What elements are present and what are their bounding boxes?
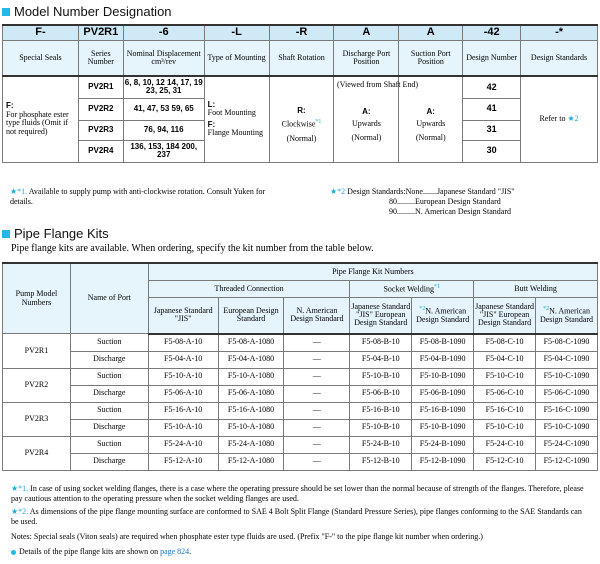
col-jis: Japanese Standard "JIS" — [148, 298, 218, 334]
kit-number-cell: — — [284, 453, 350, 470]
fn2-star: *2. — [18, 507, 29, 516]
port-cell: Suction — [70, 436, 148, 453]
kit-number-cell: — — [284, 402, 350, 419]
flange-header-row-1 — [3, 263, 598, 281]
kit-number-cell: F5-16-C-10 — [474, 402, 536, 419]
kit-number-cell: F5-16-A-1080 — [218, 402, 284, 419]
table-row — [3, 368, 598, 385]
header-rotation: Shaft Rotation — [269, 41, 334, 77]
kit-number-cell: F5-10-A-10 — [148, 419, 218, 436]
table-row — [3, 385, 598, 402]
fn2-star-icon: ★ — [11, 507, 19, 516]
kit-number-cell: F5-04-B-1090 — [412, 351, 474, 368]
kit-number-cell: F5-06-B-10 — [350, 385, 412, 402]
kit-number-cell: F5-10-A-10 — [148, 368, 218, 385]
fn1-star-icon: ★ — [11, 484, 19, 493]
refer-label: Refer to — [539, 114, 566, 124]
kit-number-cell: — — [284, 385, 350, 402]
seal-code: F: — [6, 101, 14, 111]
kit-number-cell: F5-24-A-1080 — [218, 436, 284, 453]
seal-cell — [3, 76, 79, 162]
pipe-flange-section-title — [2, 226, 109, 241]
kit-number-cell: F5-04-A-1080 — [218, 351, 284, 368]
mount-l-code: L: — [207, 99, 216, 109]
details-text: Details of the pipe flange kits are shown on — [19, 547, 159, 556]
details-end: . — [189, 547, 192, 556]
kit-number-cell: F5-10-C-1090 — [536, 419, 598, 436]
table-row — [3, 334, 598, 352]
kit-number-cell: F5-08-A-10 — [148, 334, 218, 352]
header-discharge: Discharge Port Position — [334, 41, 399, 77]
fn2-text: As dimensions of the pipe flange mounting surface are conformed to SAE 4 Bolt Split Flange (Standard Pressure Series), pipe flanges conforming to the SAE Standards can be used. — [11, 507, 582, 526]
header-design-standard: Design Standards — [521, 41, 598, 77]
design-number-cell: 41 — [463, 98, 521, 120]
kit-number-cell: F5-12-A-1080 — [218, 453, 284, 470]
pump-model-cell: PV2R2 — [3, 368, 71, 402]
note2-line-2: 80.........European Design Standard — [389, 197, 501, 206]
model-note-2 — [330, 187, 595, 217]
rot-star: *1 — [315, 118, 322, 125]
rot-normal: (Normal) — [286, 133, 317, 143]
port-cell: Discharge — [70, 385, 148, 402]
series-cell: PV2R1 — [78, 76, 123, 98]
design-number-cell: 30 — [463, 140, 521, 162]
header-row — [3, 41, 598, 77]
kit-number-cell: F5-24-C-1090 — [536, 436, 598, 453]
section-title-text: Model Number Designation — [14, 4, 172, 19]
mount-l: Foot Mounting — [207, 108, 256, 118]
kit-number-cell: — — [284, 351, 350, 368]
note2-line-1: Design Standards:None.......Japanese Standard "JIS" — [347, 187, 515, 196]
pump-model-cell: PV2R3 — [3, 402, 71, 436]
kit-number-cell: F5-12-B-10 — [350, 453, 412, 470]
code-discharge: A — [334, 25, 399, 41]
header-port-name: Name of Port — [70, 263, 148, 334]
port-cell: Discharge — [70, 419, 148, 436]
group-threaded: Threaded Connection — [148, 281, 350, 298]
port-cell: Suction — [70, 334, 148, 352]
table-row — [3, 351, 598, 368]
flange-footnote-1 — [11, 484, 591, 504]
rot-code: R: — [297, 106, 306, 116]
code-design-standard: -* — [521, 25, 598, 41]
flange-body — [3, 334, 598, 471]
port-cell: Discharge — [70, 351, 148, 368]
code-row — [3, 25, 598, 41]
kit-number-cell: F5-10-B-10 — [350, 419, 412, 436]
port-cell: Discharge — [70, 453, 148, 470]
kit-number-cell: F5-12-A-10 — [148, 453, 218, 470]
suction-code: A: — [426, 107, 435, 117]
refer-star-num: 2 — [574, 114, 579, 124]
mount-f: Flange Mounting — [207, 128, 263, 138]
note1-star: *1. — [17, 187, 28, 196]
code-displacement: -6 — [123, 25, 204, 41]
code-mounting: -L — [204, 25, 269, 41]
port-cell: Suction — [70, 402, 148, 419]
col-butt-jis: Japanese Standard "JIS" European Design Standard — [474, 298, 536, 334]
col-american: N. American Design Standard — [284, 298, 350, 334]
page-824-link[interactable]: page 824 — [160, 547, 190, 556]
suction-normal: (Normal) — [415, 132, 446, 142]
header-displacement: Nominal Displacement cm³/rev — [123, 41, 204, 77]
note2-star: *2 — [337, 187, 346, 196]
kit-number-cell: F5-06-A-10 — [148, 385, 218, 402]
code-design-number: -42 — [463, 25, 521, 41]
kit-number-cell: — — [284, 334, 350, 352]
header-design-number: Design Number — [463, 41, 521, 77]
kit-number-cell: F5-04-B-10 — [350, 351, 412, 368]
kit-number-cell: — — [284, 436, 350, 453]
displacement-cell: 76, 94, 116 — [123, 120, 204, 140]
col-european: European Design Standard — [218, 298, 284, 334]
kit-number-cell: F5-06-A-1080 — [218, 385, 284, 402]
design-number-cell: 31 — [463, 120, 521, 140]
displacement-cell: 6, 8, 10, 12 14, 17, 19 23, 25, 31 — [123, 76, 204, 98]
code-suction: A — [399, 25, 463, 41]
kit-number-cell: F5-06-B-1090 — [412, 385, 474, 402]
kit-number-cell: F5-16-C-1090 — [536, 402, 598, 419]
series-cell: PV2R4 — [78, 140, 123, 162]
table-row — [3, 436, 598, 453]
kit-number-cell: F5-06-C-10 — [474, 385, 536, 402]
suction-port: Upwards — [416, 118, 446, 128]
displacement-cell: 136, 153, 184 200, 237 — [123, 140, 204, 162]
kit-number-cell: F5-10-C-10 — [474, 419, 536, 436]
model-number-section-title — [2, 4, 172, 19]
kit-number-cell: F5-24-B-10 — [350, 436, 412, 453]
col-socket-american-label: N. American Design Standard — [416, 306, 470, 325]
header-kit-numbers: Pipe Flange Kit Numbers — [148, 263, 597, 281]
kit-number-cell: F5-16-A-10 — [148, 402, 218, 419]
kit-number-cell: F5-10-B-10 — [350, 368, 412, 385]
header-mounting: Type of Mounting — [204, 41, 269, 77]
section-square-icon — [2, 230, 10, 238]
kit-number-cell: F5-10-A-1080 — [218, 368, 284, 385]
kit-number-cell: F5-10-B-1090 — [412, 419, 474, 436]
series-cell: PV2R2 — [78, 98, 123, 120]
kit-number-cell: — — [284, 419, 350, 436]
seal-desc: For phosphate ester type fluids (Omit if not required) — [6, 109, 69, 136]
discharge-normal: (Normal) — [351, 132, 382, 142]
model-note-1 — [10, 187, 290, 207]
design-number-cell: 42 — [463, 76, 521, 98]
kit-number-cell: F5-10-C-1090 — [536, 368, 598, 385]
kit-number-cell: F5-04-C-10 — [474, 351, 536, 368]
kit-number-cell: — — [284, 368, 350, 385]
kit-number-cell: F5-08-C-1090 — [536, 334, 598, 352]
pump-model-cell: PV2R1 — [3, 334, 71, 369]
kit-number-cell: F5-10-C-10 — [474, 368, 536, 385]
note1-star-icon: ★ — [10, 187, 18, 196]
group-socket — [350, 281, 474, 298]
col-socket-jis: Japanese Standard "JIS" European Design Standard — [350, 298, 412, 334]
flange-footnote-2 — [11, 507, 591, 527]
kit-number-cell: F5-12-C-10 — [474, 453, 536, 470]
model-designation-table — [2, 24, 598, 163]
series-cell: PV2R3 — [78, 120, 123, 140]
table-row — [3, 419, 598, 436]
header-special-seals: Special Seals — [3, 41, 79, 77]
displacement-cell: 41, 47, 53 59, 65 — [123, 98, 204, 120]
note1-text: Available to supply pump with anti-clockwise rotation. Consult Yuken for details. — [10, 187, 266, 206]
header-suction: Suction Port Position — [399, 41, 463, 77]
col-butt-american-label: N. American Design Standard — [539, 306, 594, 325]
group-socket-label: Socket Welding — [383, 284, 434, 294]
kit-number-cell: F5-04-C-1090 — [536, 351, 598, 368]
discharge-code: A: — [362, 107, 371, 117]
refer-star-icon: ★ — [567, 114, 575, 124]
bullet-icon — [11, 550, 16, 555]
note2-line-3: 90.........N. American Design Standard — [389, 207, 511, 216]
col-butt-american — [536, 298, 598, 334]
kit-number-cell: F5-12-C-1090 — [536, 453, 598, 470]
code-series: PV2R1 — [78, 25, 123, 41]
header-pump-model: Pump Model Numbers — [3, 263, 71, 334]
kit-number-cell: F5-08-C-10 — [474, 334, 536, 352]
fn1-star: *1. — [18, 484, 29, 493]
body-row-1 — [3, 76, 598, 98]
kit-number-cell: F5-16-B-1090 — [412, 402, 474, 419]
section-square-icon — [2, 8, 10, 16]
discharge-port: Upwards — [351, 118, 381, 128]
flange-notes: Notes: Special seals (Viton seals) are required when phosphate ester type fluids are used. (Prefix "F-" to the pipe flange kit number when ordering.) — [11, 532, 483, 541]
pipe-flange-table — [2, 262, 598, 471]
fn1-text: In case of using socket welding flanges, there is a case where the operating pressure should be set lower than the normal because of strength of the flanges. Therefore, please pay cautious attention to the operating pressure when the socket welding flanges are used. — [11, 484, 584, 503]
code-seal: F- — [3, 25, 79, 41]
col-socket-american — [412, 298, 474, 334]
design-standard-cell — [521, 76, 598, 162]
section-title-text: Pipe Flange Kits — [14, 226, 109, 241]
kit-number-cell: F5-08-B-10 — [350, 334, 412, 352]
kit-number-cell: F5-10-B-1090 — [412, 368, 474, 385]
port-cell: Suction — [70, 368, 148, 385]
header-series: Series Number — [78, 41, 123, 77]
kit-number-cell: F5-08-B-1090 — [412, 334, 474, 352]
group-socket-star: *1 — [434, 283, 440, 290]
mount-f-code: F: — [207, 119, 216, 129]
kit-number-cell: F5-24-B-1090 — [412, 436, 474, 453]
group-butt: Butt Welding — [474, 281, 598, 298]
code-rotation: -R — [269, 25, 334, 41]
table-row — [3, 453, 598, 470]
flange-details — [11, 547, 596, 557]
mounting-cell — [204, 76, 269, 162]
col-star: *2 — [419, 306, 426, 313]
pump-model-cell: PV2R4 — [3, 436, 71, 470]
kit-number-cell: F5-06-C-1090 — [536, 385, 598, 402]
col-star: *2 — [543, 306, 550, 313]
note2-star-icon: ★ — [330, 187, 338, 196]
kit-number-cell: F5-16-B-10 — [350, 402, 412, 419]
kit-number-cell: F5-08-A-1080 — [218, 334, 284, 352]
flange-intro: Pipe flange kits are available. When ordering, specify the kit number from the table below. — [11, 243, 374, 254]
rot-label: Clockwise — [281, 119, 316, 129]
table-row — [3, 402, 598, 419]
kit-number-cell: F5-04-A-10 — [148, 351, 218, 368]
kit-number-cell: F5-24-C-10 — [474, 436, 536, 453]
kit-number-cell: F5-12-B-1090 — [412, 453, 474, 470]
viewed-label: (Viewed from Shaft End) — [337, 80, 419, 89]
kit-number-cell: F5-24-A-10 — [148, 436, 218, 453]
kit-number-cell: F5-10-A-1080 — [218, 419, 284, 436]
